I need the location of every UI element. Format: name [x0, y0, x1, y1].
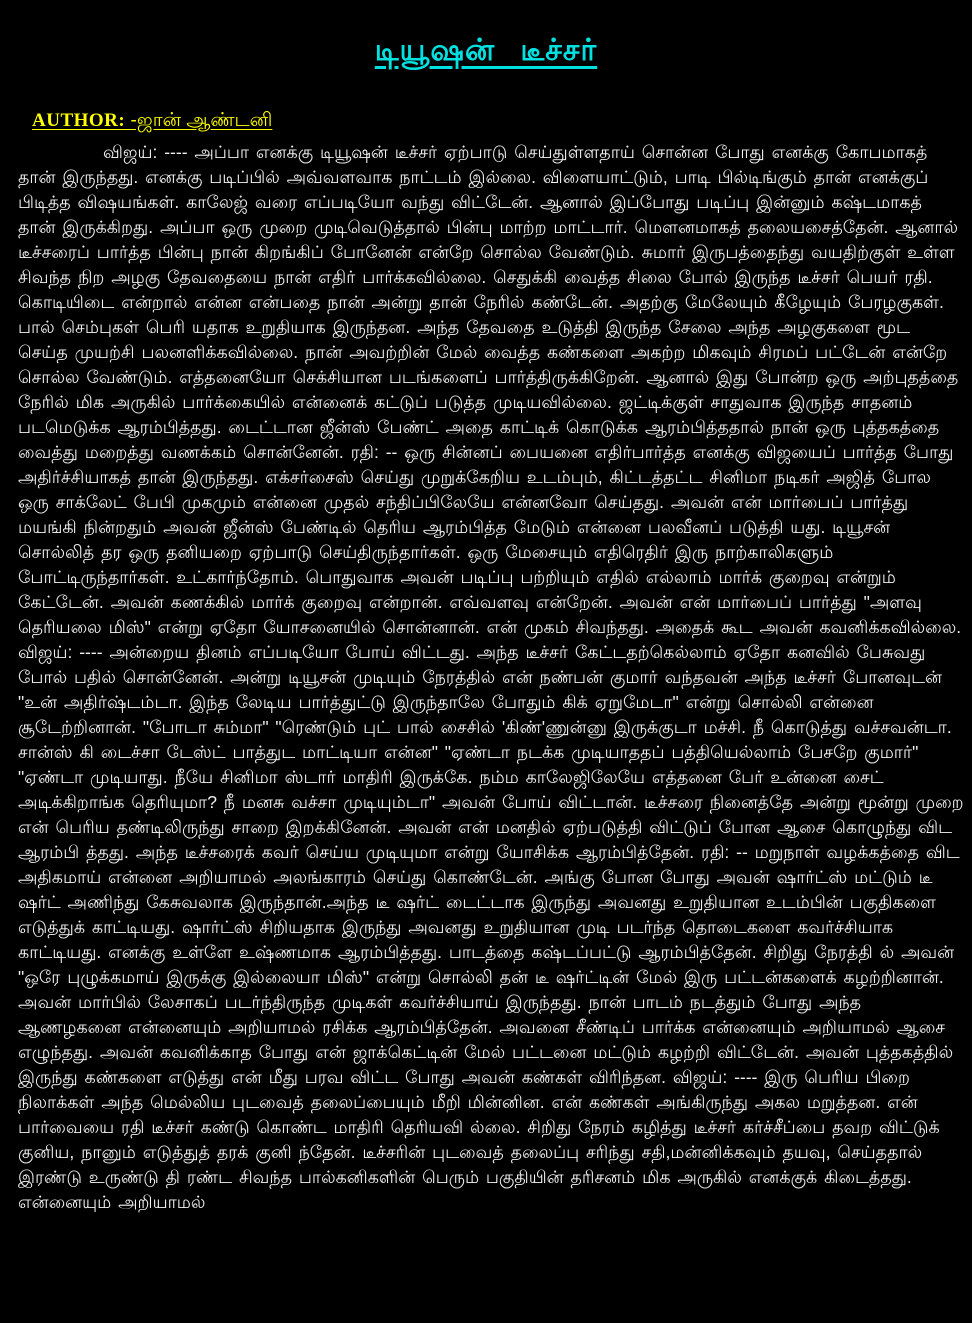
story-text: விஜய்: ---- அப்பா எனக்கு டியூஷன் டீச்சர் ஏற்பாடு செய்துள்ளதாய் சொன்ன போது எனக்கு கோபமாகத் தான் இருந்தது. எனக்கு படிப்பில் அவ்வளவாக நாட்டம் இல்லை. விளையாட்டும், பாடி பில்டிங்கும் தான் எனக்குப் பிடித்த விஷயங்கள். காலேஜ் வரை எப்படியோ வந்து விட்டேன். ஆனால் இப்போது படிப்பு இன்னும் கஷ்டமாகத் தான் இருக்கிறது. அப்பா ஒரு முறை முடிவெடுத்தால் பின்பு மாற்ற மாட்டார். மௌனமாகத் தலையசைத்தேன். ஆனால் டீச்சரைப் பார்த்த பின்பு நான் கிறங்கிப் போனேன் என்றே சொல்ல வேண்டும். சுமார் இருபத்தைந்து வயதிற்குள் உள்ள சிவந்த நிற அழகு தேவதையை நான் எதிர் பார்க்கவில்லை. செதுக்கி வைத்த சிலை போல் இருந்த டீச்சர் பெயர் ரதி. கொடியிடை என்றால் என்ன என்பதை நான் அன்று தான் நேரில் கண்டேன். அதற்கு மேலேயும் கீழேயும் பேரழகுகள். பால் செம்புகள் பெரி யதாக உறுதியாக இருந்தன. அந்த தேவதை உடுத்தி இருந்த சேலை அந்த அழகுகளை மூட செய்த முயற்சி பலனளிக்கவில்லை. நான் அவற்றின் மேல் வைத்த கண்களை அகற்ற மிகவும் சிரமப் பட்டேன் என்றே சொல்ல வேண்டும். எத்தனையோ செக்சியான படங்களைப் பார்த்திருக்கிறேன். ஆனால் இது போன்ற ஒரு அற்புதத்தை நேரில் மிக அருகில் பார்க்கையில் என்னைக் கட்டுப் படுத்த முடியவில்லை. ஜட்டிக்குள் சாதுவாக இருந்த சாதனம் படமெடுக்க ஆரம்பித்தது. டைட்டான ஜீன்ஸ் பேண்ட் அதை காட்டிக் கொடுக்க ஆரம்பித்ததால் நான் ஒரு புத்தகத்தை வைத்து மறைத்து வணக்கம் சொன்னேன். ரதி: -- ஒரு சின்னப் பையனை எதிர்பார்த்த எனக்கு விஜயைப் பார்த்த போது அதிர்ச்சியாகத் தான் இருந்தது. எக்சர்சைஸ் செய்து முறுக்கேறிய உடம்பும், கிட்டத்தட்ட சினிமா நடிகர் அஜித் போல ஒரு சாக்லேட் பேபி முகமும் என்னை முதல் சந்திப்பிலேயே என்னவோ செய்தது. அவன் என் மார்பைப் பார்த்து மயங்கி நின்றதும் அவன் ஜீன்ஸ் பேண்டில் தெரிய ஆரம்பித்த மேடும் என்னை பலவீனப் படுத்தி யது. டியூசன் சொல்லித் தர ஒரு தனியறை ஏற்பாடு செய்திருந்தார்கள். ஒரு மேசையும் எதிரெதிர் இரு நாற்காலிகளும் போட்டிருந்தார்கள். உட்கார்ந்தோம். பொதுவாக அவன் படிப்பு பற்றியும் எதில் எல்லாம் மார்க் குறைவு என்றும் கேட்டேன். அவன் கணக்கில் மார்க் குறைவு என்றான். எவ்வளவு என்றேன். அவன் என் மார்பைப் பார்த்து "அளவு தெரியலை மிஸ்" என்று ஏதோ யோசனையில் சொன்னான். என் முகம் சிவந்தது. அதைக் கூட அவன் கவனிக்கவில்லை. விஜய்: ---- அன்றைய தினம் எப்படியோ போய் விட்டது. அந்த டீச்சர் கேட்டதற்கெல்லாம் ஏதோ கனவில் பேசுவது போல் பதில் சொன்னேன். அன்று டியூசன் முடியும் நேரத்தில் என் நண்பன் குமார் வந்தவன் அந்த டீச்சர் போனவுடன் "உன் அதிர்ஷ்டம்டா. இந்த லேடிய பார்த்துட்டு இருந்தாலே போதும் கிக் ஏறுமேடா" என்று சொல்லி என்னை சூடேற்றினான். "போடா சும்மா" "ரெண்டும் புட் பால் சைசில் 'கிண்'ணுன்னு இருக்குடா மச்சி. நீ கொடுத்து வச்சவன்டா. சான்ஸ் கி டைச்சா டேஸ்ட் பாத்துட மாட்டியா என்ன" "ஏண்டா நடக்க முடியாததப் பத்தியெல்லாம் பேசறே குமார்" "ஏண்டா முடியாது. நீயே சினிமா ஸ்டார் மாதிரி இருக்கே. நம்ம காலேஜிலேயே எத்தனை பேர் உன்னை சைட் அடிக்கிறாங்க தெரியுமா? நீ மனசு வச்சா முடியும்டா" அவன் போய் விட்டான். டீச்சரை நினைத்தே அன்று மூன்று முறை என் பெரிய தண்டிலிருந்து சாறை இறக்கினேன். அவன் என் மனதில் ஏற்படுத்தி விட்டுப் போன ஆசை கொழுந்து விட ஆரம்பி த்தது. அந்த டீச்சரைக் கவர் செய்ய முடியுமா என்று யோசிக்க ஆரம்பித்தேன். ரதி: -- மறுநாள் வழக்கத்தை விட அதிகமாய் என்னை அறியாமல் அலங்காரம் செய்து கொண்டேன். அங்கு போன போது அவன் ஷார்ட்ஸ் மட்டும் டீ ஷர்ட் அணிந்து கேசுவலாக இருந்தான்.அந்த டீ ஷர்ட் டைட்டாக இருந்து அவனது உறுதியான உடம்பின் பகுதிகளை எடுத்துக் காட்டியது. ஷார்ட்ஸ் சிறியதாக இருந்து அவனது உறுதியான முடி படர்ந்த தொடைகளை கவர்ச்சியாக காட்டியது. எனக்கு உள்ளே உஷ்ணமாக ஆரம்பித்தது. பாடத்தை கஷ்டப்பட்டு ஆரம்பித்தேன். சிறிது நேரத்தி ல் அவன் "ஒரே புழுக்கமாய் இருக்கு இல்லையா மிஸ்" என்று சொல்லி தன் டீ ஷர்ட்டின் மேல் இரு பட்டன்களைக் கழற்றினான். அவன் மார்பில் லேசாகப் படர்ந்திருந்த முடிகள் கவர்ச்சியாய் இருந்தது. நான் பாடம் நடத்தும் போது அந்த ஆணழகனை என்னையும் அறியாமல் ரசிக்க ஆரம்பித்தேன். அவனை சீண்டிப் பார்க்க என்னையும் அறியாமல் ஆசை எழுந்தது. அவன் கவனிக்காத போது என் ஜாக்கெட்டின் மேல் பட்டனை மட்டும் கழற்றி விட்டேன். அவன் புத்தகத்தில் இருந்து கண்களை எடுத்து என் மீது பரவ விட்ட போது அவன் கண்கள் விரிந்தன. விஜய்: ---- இரு பெரிய பிறை நிலாக்கள் அந்த மெல்லிய புடவைத் தலைப்பையும் மீறி மின்னின. என் கண்கள் அங்கிருந்து அகல மறுத்தன. என் பார்வையை ரதி டீச்சர் கண்டு கொண்ட மாதிரி தெரியவி ல்லை. சிறிது நேரம் கழித்து டீச்சர் கர்ச்சீப்பை தவற விட்டுக் குனிய, நானும் எடுத்துத் தரக் குனி ந்தேன். டீச்சரின் புடவைத் தலைப்பு சரிந்து சதி,மன்னிக்கவும் தயவு, செய்ததால் இரண்டு உருண்டு தி ரண்ட சிவந்த பால்கனிகளின் பெரும் பகுதியின் தரிசனம் மிக அருகில் எனக்குக் கிடைத்தது. என்னையும் அறியாமல்	[18, 142, 964, 1212]
author-label: AUTHOR:	[32, 110, 126, 131]
author-name: -ஜான் ஆண்டனி	[130, 110, 273, 131]
author-line	[32, 110, 972, 134]
page-title: டியூஷன் டீச்சர்	[374, 34, 598, 67]
